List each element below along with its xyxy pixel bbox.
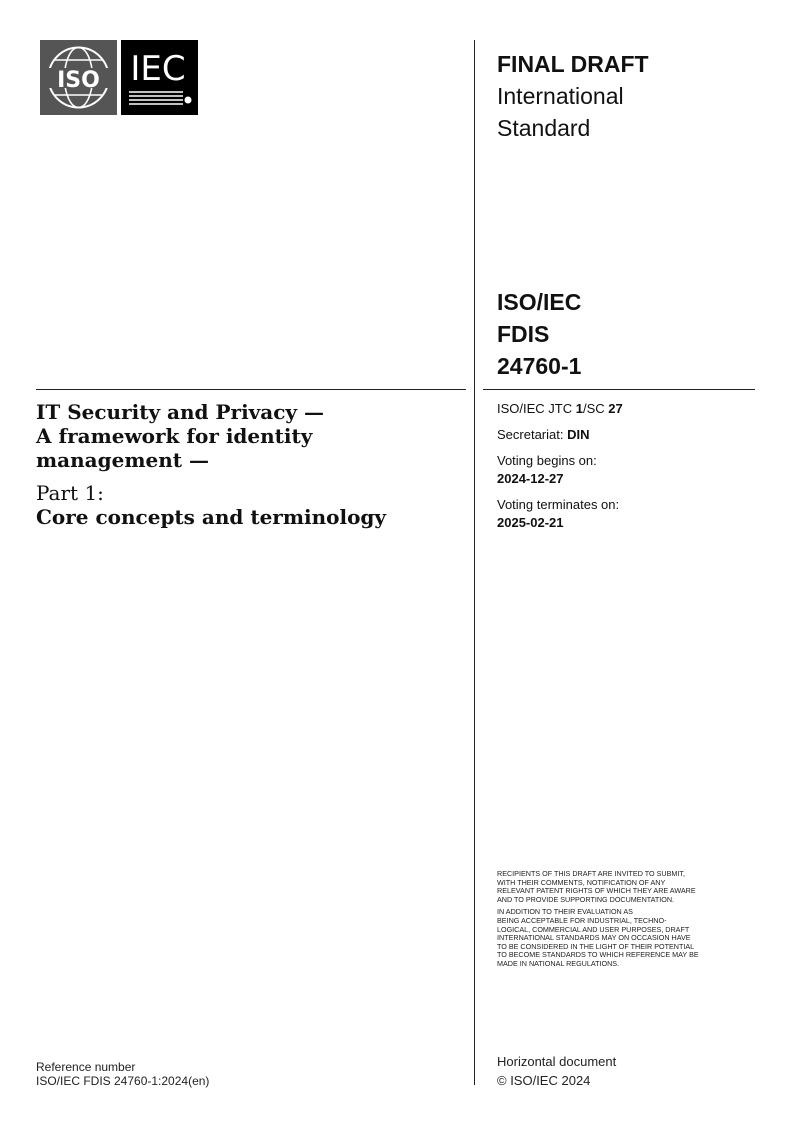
- title-main-line2: A framework for identity: [36, 424, 313, 448]
- doc-type-line1: FINAL DRAFT: [497, 51, 649, 77]
- notice-paragraph-1: [497, 870, 757, 904]
- notice-line: RECIPIENTS OF THIS DRAFT ARE INVITED TO SUBMIT,: [497, 869, 685, 878]
- committee-sc: 27: [608, 401, 623, 416]
- document-footer-right: [497, 1052, 616, 1090]
- title-main: [36, 400, 456, 472]
- notice-line: INTERNATIONAL STANDARDS MAY ON OCCASION HAVE: [497, 933, 691, 943]
- notice-line: TO BECOME STANDARDS TO WHICH REFERENCE MAY BE: [497, 950, 699, 960]
- voting-begins-row: [497, 452, 757, 488]
- secretariat-label: Secretariat:: [497, 427, 568, 442]
- document-type: [497, 48, 757, 144]
- column-divider: [474, 40, 475, 1085]
- copyright: © ISO/IEC 2024: [497, 1073, 591, 1088]
- notice-line: BEING ACCEPTABLE FOR INDUSTRIAL, TECHNO-: [497, 915, 667, 925]
- title-subtitle: Core concepts and terminology: [36, 505, 387, 529]
- iec-logo: [121, 40, 198, 115]
- designation-line2: FDIS: [497, 321, 550, 347]
- doc-type-line2: International: [497, 83, 624, 109]
- committee-sc-prefix: /SC: [582, 401, 609, 416]
- secretariat-value: DIN: [567, 427, 590, 442]
- title-main-line3: management —: [36, 448, 209, 472]
- voting-begins-label: Voting begins on:: [497, 453, 597, 468]
- voting-terminates-row: [497, 496, 757, 532]
- committee-jtc: 1: [575, 401, 583, 416]
- reference-number: [36, 1060, 209, 1088]
- iso-logo: [40, 40, 117, 115]
- notice-paragraph-2: [497, 908, 757, 968]
- notice-line: RELEVANT PATENT RIGHTS OF WHICH THEY ARE AWARE: [497, 886, 696, 896]
- notice-line: TO BE CONSIDERED IN THE LIGHT OF THEIR POTENTIAL: [497, 941, 695, 951]
- designation-line3: 24760-1: [497, 353, 582, 379]
- designation-line1: ISO/IEC: [497, 289, 582, 315]
- standard-designation: [497, 286, 581, 382]
- right-rule: [483, 389, 755, 390]
- voting-terminates-value: 2025-02-21: [497, 515, 564, 530]
- notice-line: MADE IN NATIONAL REGULATIONS.: [497, 958, 620, 968]
- committee-prefix: ISO/IEC JTC: [497, 401, 576, 416]
- notice-line: AND TO PROVIDE SUPPORTING DOCUMENTATION.: [497, 894, 675, 904]
- committee-row: [497, 400, 757, 418]
- iec-logo-text: IEC: [130, 49, 186, 89]
- horizontal-document-label: Horizontal document: [497, 1054, 617, 1069]
- document-title: [36, 400, 456, 529]
- left-rule: [36, 389, 466, 390]
- draft-notice: [497, 870, 757, 973]
- reference-label: Reference number: [36, 1060, 136, 1074]
- logo-group: [40, 40, 198, 115]
- voting-begins-value: 2024-12-27: [497, 471, 564, 486]
- doc-type-line3: Standard: [497, 115, 591, 141]
- notice-line: WITH THEIR COMMENTS, NOTIFICATION OF ANY: [497, 877, 666, 887]
- iso-logo-text: ISO: [57, 68, 100, 93]
- notice-line: LOGICAL, COMMERCIAL AND USER PURPOSES, DRAFT: [497, 924, 690, 934]
- voting-terminates-label: Voting terminates on:: [497, 497, 620, 512]
- notice-line: IN ADDITION TO THEIR EVALUATION AS: [497, 907, 633, 917]
- secretariat-row: [497, 426, 757, 444]
- reference-value: ISO/IEC FDIS 24760-1:2024(en): [36, 1074, 210, 1088]
- title-main-line1: IT Security and Privacy —: [36, 400, 325, 424]
- title-part: Part 1:: [36, 481, 104, 505]
- committee-info: [497, 400, 757, 540]
